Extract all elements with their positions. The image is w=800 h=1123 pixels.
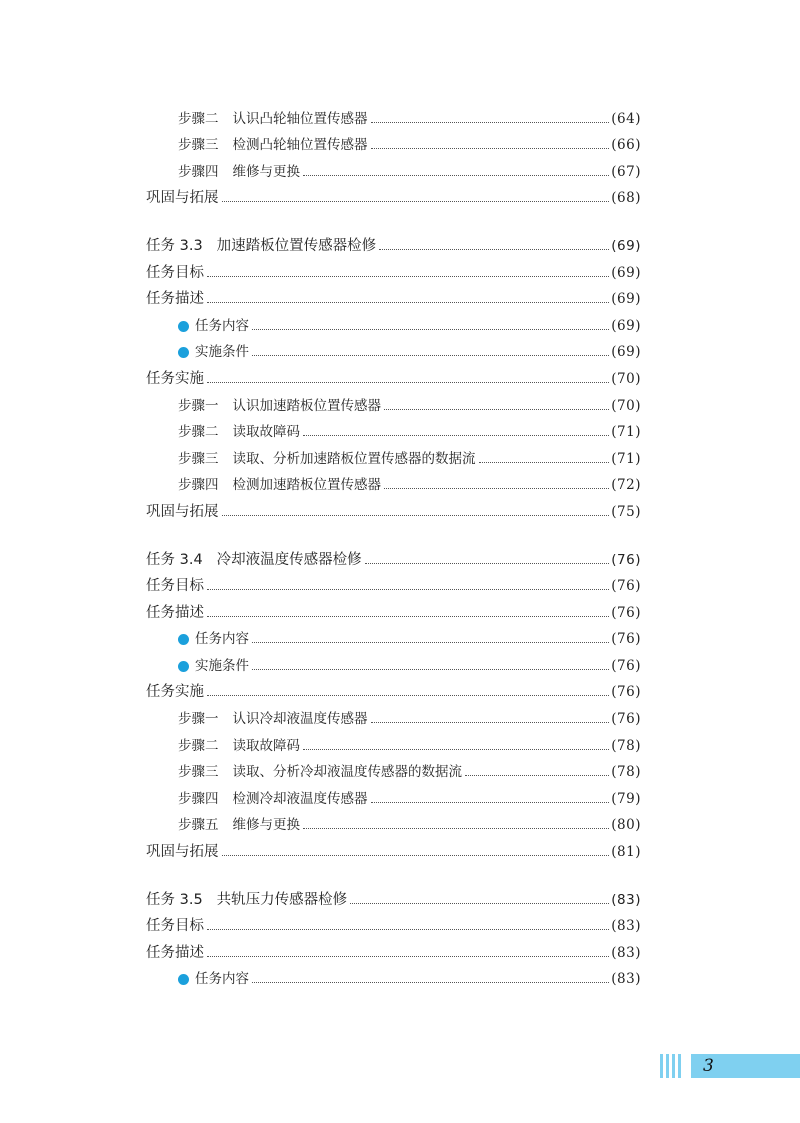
toc-entry-title: 读取、分析加速踏板位置传感器的数据流 — [232, 450, 476, 467]
leader-dots — [371, 721, 610, 723]
task-title: 冷却液温度传感器检修 — [216, 551, 362, 568]
leader-dots — [252, 641, 609, 643]
leader-dots — [303, 827, 609, 829]
toc-entry-title: 检测加速踏板位置传感器 — [232, 477, 381, 494]
leader-dots — [365, 562, 610, 564]
leader-dots — [207, 615, 609, 617]
toc-entry[interactable] — [146, 361, 641, 388]
leader-dots — [379, 248, 609, 250]
toc-entry[interactable] — [146, 728, 641, 755]
toc-page-number: (69) — [611, 317, 641, 334]
task-number: 任务 3.3 — [146, 237, 203, 254]
toc-step-label: 步骤三 — [178, 137, 219, 154]
toc-entry[interactable] — [146, 468, 641, 495]
toc-entry[interactable] — [146, 755, 641, 782]
toc-entry[interactable] — [146, 675, 641, 702]
toc-entry[interactable] — [146, 154, 641, 181]
toc-entry[interactable] — [146, 282, 641, 309]
leader-dots — [371, 121, 610, 123]
toc-step-label: 步骤一 — [178, 711, 219, 728]
toc-entry[interactable] — [146, 255, 641, 282]
toc-entry[interactable] — [146, 388, 641, 415]
toc-page-number: (70) — [611, 397, 641, 414]
leader-dots — [371, 801, 610, 803]
toc-page-number: (69) — [611, 264, 641, 281]
toc-entry-title: 任务目标 — [146, 918, 204, 935]
task-number: 任务 3.5 — [146, 891, 203, 908]
table-of-contents — [146, 101, 641, 988]
leader-dots — [350, 902, 609, 904]
leader-dots — [222, 200, 610, 202]
toc-step-label: 步骤四 — [178, 163, 219, 180]
toc-entry[interactable] — [146, 962, 641, 989]
toc-entry[interactable] — [146, 308, 641, 335]
toc-entry[interactable] — [146, 101, 641, 128]
toc-entry-title: 巩固与拓展 — [146, 844, 219, 861]
toc-page-number: (83) — [611, 971, 641, 988]
toc-page-number: (68) — [611, 190, 641, 207]
toc-entry-title: 读取故障码 — [232, 737, 300, 754]
toc-entry[interactable] — [146, 595, 641, 622]
leader-dots — [207, 301, 609, 303]
toc-entry-title: 任务描述 — [146, 291, 204, 308]
toc-entry[interactable] — [146, 335, 641, 362]
toc-page-number: (72) — [611, 477, 641, 494]
leader-dots — [371, 147, 610, 149]
toc-entry-title: 任务实施 — [146, 370, 204, 387]
toc-entry-title: 认识冷却液温度传感器 — [232, 711, 368, 728]
bullet-icon — [178, 347, 189, 358]
toc-entry-title: 认识凸轮轴位置传感器 — [232, 110, 368, 127]
toc-entry[interactable] — [146, 494, 641, 521]
leader-dots — [222, 514, 610, 516]
leader-dots — [207, 381, 609, 383]
toc-entry-title: 检测冷却液温度传感器 — [232, 790, 368, 807]
toc-entry[interactable] — [146, 781, 641, 808]
toc-entry-title: 任务内容 — [195, 971, 249, 988]
footer-stripe — [660, 1054, 663, 1078]
toc-entry[interactable] — [146, 181, 641, 208]
toc-entry[interactable] — [146, 648, 641, 675]
toc-task-heading[interactable] — [146, 228, 641, 255]
toc-page-number: (76) — [611, 631, 641, 648]
toc-page-number: (80) — [611, 817, 641, 834]
toc-entry-title: 读取、分析冷却液温度传感器的数据流 — [232, 764, 462, 781]
toc-entry-title: 任务内容 — [195, 317, 249, 334]
leader-dots — [207, 694, 609, 696]
toc-page-number: (69) — [611, 237, 641, 254]
toc-task-heading[interactable] — [146, 882, 641, 909]
toc-entry-title: 任务目标 — [146, 264, 204, 281]
leader-dots — [207, 275, 609, 277]
toc-page-number: (78) — [611, 764, 641, 781]
toc-entry[interactable] — [146, 935, 641, 962]
leader-dots — [207, 928, 609, 930]
page-number: 3 — [691, 1054, 800, 1078]
leader-dots — [303, 748, 609, 750]
toc-entry-title: 任务实施 — [146, 684, 204, 701]
toc-page-number: (64) — [611, 110, 641, 127]
toc-entry[interactable] — [146, 701, 641, 728]
toc-entry-title: 巩固与拓展 — [146, 190, 219, 207]
toc-page-number: (76) — [611, 684, 641, 701]
toc-entry-title: 实施条件 — [195, 657, 249, 674]
toc-page-number: (76) — [611, 657, 641, 674]
toc-page-number: (75) — [611, 503, 641, 520]
leader-dots — [207, 955, 609, 957]
toc-entry[interactable] — [146, 128, 641, 155]
toc-page-number: (83) — [611, 944, 641, 961]
bullet-icon — [178, 661, 189, 672]
leader-dots — [479, 461, 610, 463]
footer-stripe — [678, 1054, 681, 1078]
toc-page-number: (76) — [611, 711, 641, 728]
bullet-icon — [178, 974, 189, 985]
leader-dots — [252, 668, 609, 670]
toc-page-number: (78) — [611, 737, 641, 754]
toc-step-label: 步骤二 — [178, 110, 219, 127]
leader-dots — [222, 854, 610, 856]
toc-entry-title: 实施条件 — [195, 344, 249, 361]
toc-entry-title: 任务描述 — [146, 944, 204, 961]
toc-entry[interactable] — [146, 415, 641, 442]
leader-dots — [303, 174, 609, 176]
toc-page-number: (76) — [611, 578, 641, 595]
toc-entry-title: 读取故障码 — [232, 424, 300, 441]
toc-entry[interactable] — [146, 834, 641, 861]
toc-page-number: (81) — [611, 844, 641, 861]
toc-step-label: 步骤三 — [178, 450, 219, 467]
toc-entry-title: 巩固与拓展 — [146, 503, 219, 520]
toc-entry-title: 检测凸轮轴位置传感器 — [232, 137, 368, 154]
toc-entry[interactable] — [146, 569, 641, 596]
page-footer — [660, 1054, 800, 1078]
toc-page-number: (83) — [611, 891, 641, 908]
toc-page-number: (69) — [611, 344, 641, 361]
toc-step-label: 步骤三 — [178, 764, 219, 781]
task-title: 加速踏板位置传感器检修 — [216, 237, 377, 254]
toc-page-number: (69) — [611, 291, 641, 308]
footer-stripe — [672, 1054, 675, 1078]
toc-page-number: (70) — [611, 370, 641, 387]
toc-step-label: 步骤五 — [178, 817, 219, 834]
toc-page-number: (66) — [611, 137, 641, 154]
toc-entry[interactable] — [146, 808, 641, 835]
toc-entry[interactable] — [146, 441, 641, 468]
toc-entry-title: 任务描述 — [146, 604, 204, 621]
toc-entry[interactable] — [146, 622, 641, 649]
leader-dots — [384, 408, 609, 410]
toc-page-number: (76) — [611, 604, 641, 621]
footer-stripe — [666, 1054, 669, 1078]
toc-entry-title: 认识加速踏板位置传感器 — [232, 397, 381, 414]
leader-dots — [207, 588, 609, 590]
bullet-icon — [178, 321, 189, 332]
task-title: 共轨压力传感器检修 — [216, 891, 348, 908]
leader-dots — [303, 434, 609, 436]
toc-entry-title: 任务目标 — [146, 578, 204, 595]
toc-entry-title: 维修与更换 — [232, 817, 300, 834]
toc-step-label: 步骤四 — [178, 790, 219, 807]
toc-step-label: 步骤四 — [178, 477, 219, 494]
toc-entry-title: 任务内容 — [195, 631, 249, 648]
leader-dots — [252, 981, 609, 983]
toc-page-number: (76) — [611, 551, 641, 568]
toc-step-label: 步骤二 — [178, 737, 219, 754]
task-number: 任务 3.4 — [146, 551, 203, 568]
toc-step-label: 步骤二 — [178, 424, 219, 441]
leader-dots — [252, 328, 609, 330]
toc-page-number: (79) — [611, 790, 641, 807]
leader-dots — [252, 354, 609, 356]
leader-dots — [384, 487, 609, 489]
toc-task-heading[interactable] — [146, 542, 641, 569]
leader-dots — [465, 774, 609, 776]
toc-page-number: (67) — [611, 163, 641, 180]
toc-page-number: (71) — [611, 450, 641, 467]
toc-page-number: (83) — [611, 918, 641, 935]
toc-entry[interactable] — [146, 909, 641, 936]
toc-entry-title: 维修与更换 — [232, 163, 300, 180]
toc-page-number: (71) — [611, 424, 641, 441]
toc-step-label: 步骤一 — [178, 397, 219, 414]
bullet-icon — [178, 634, 189, 645]
